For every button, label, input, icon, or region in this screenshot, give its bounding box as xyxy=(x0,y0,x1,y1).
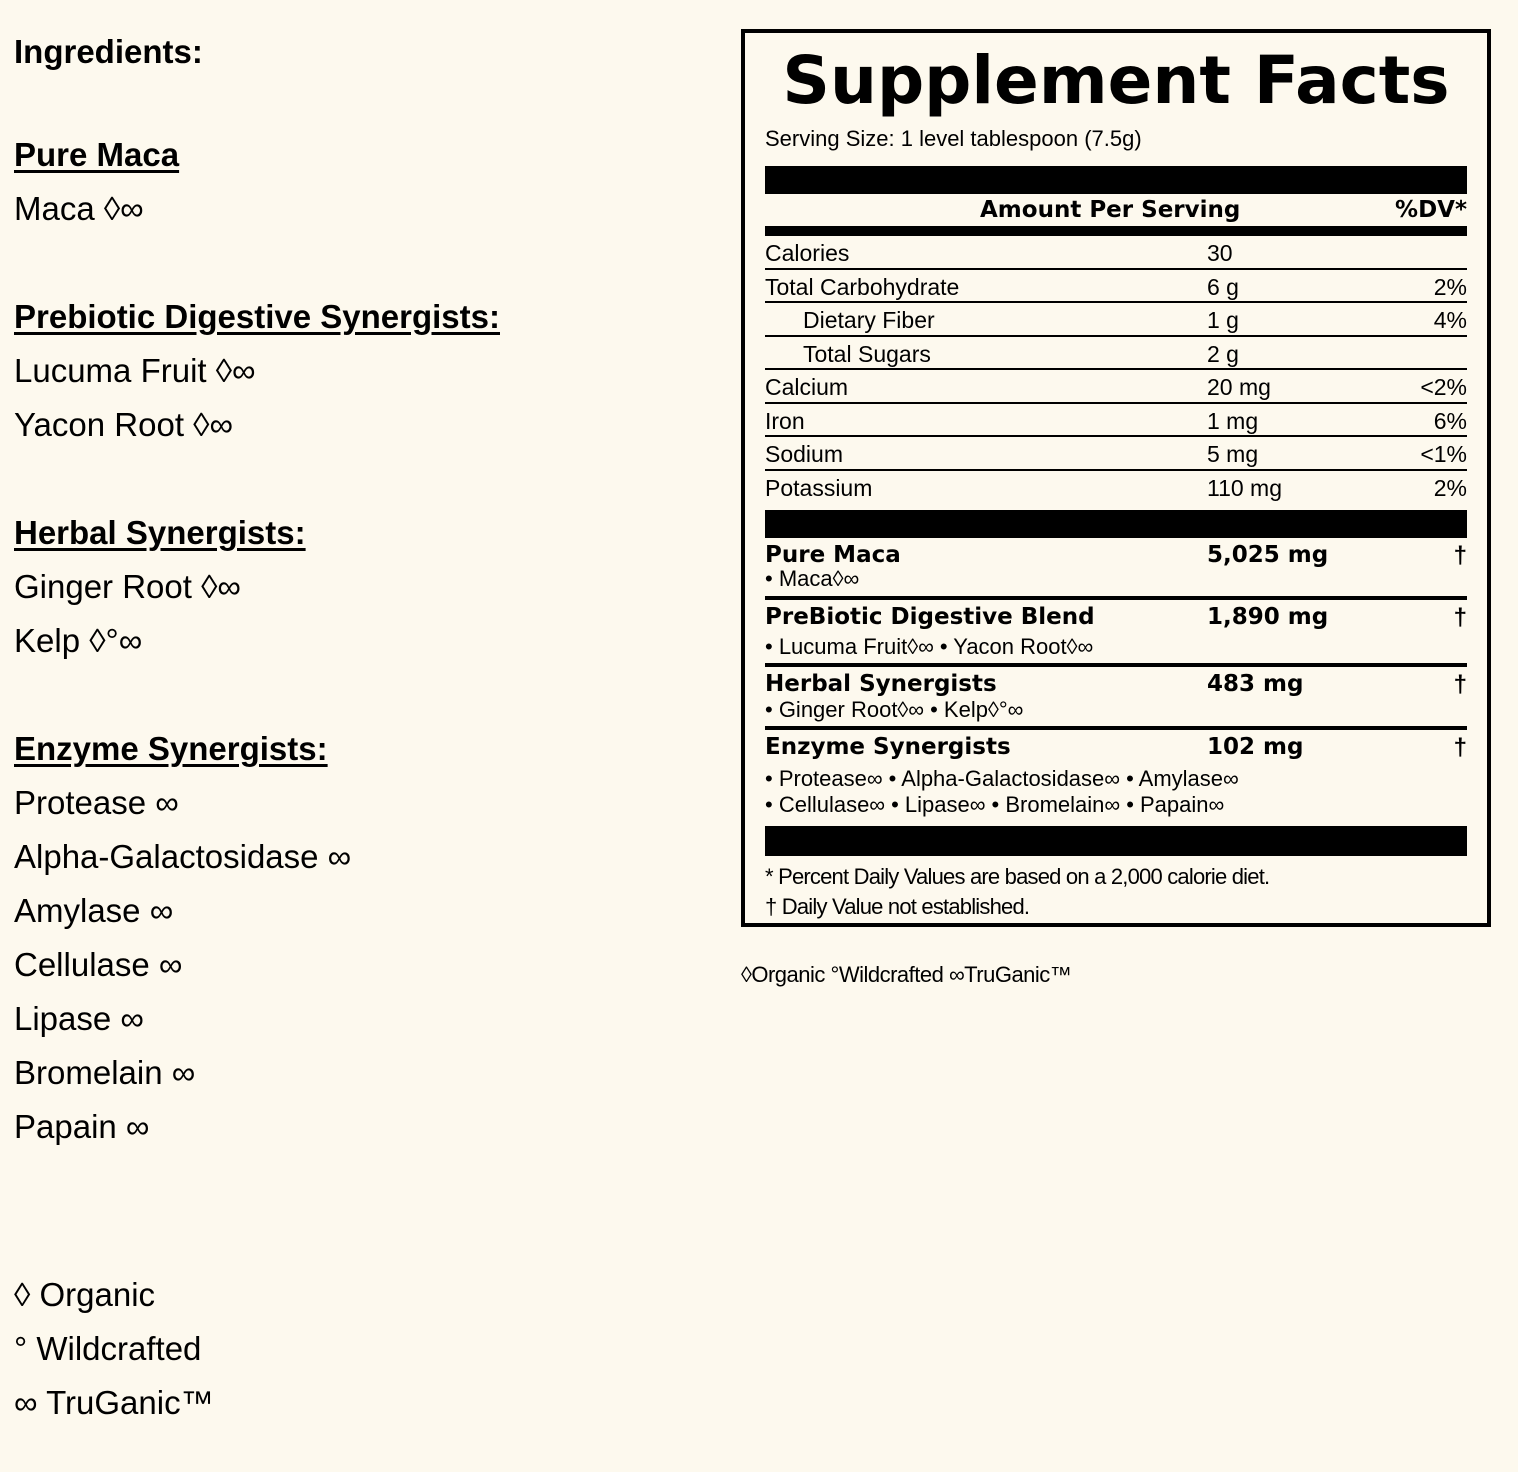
blend-amount: 102 mg xyxy=(1207,734,1304,760)
ingredient-item: Maca ◊∞ xyxy=(14,190,144,227)
blend-row xyxy=(765,667,1467,730)
nutrient-row xyxy=(765,437,1467,471)
nutrient-dv: 6% xyxy=(1433,407,1467,434)
ingredients-section xyxy=(14,30,714,1154)
nutrient-dv: <1% xyxy=(1420,441,1467,467)
group-title: Pure Maca xyxy=(14,136,180,173)
supplement-facts-title: Supplement Facts xyxy=(782,42,1450,119)
blend-ingredients: • Cellulase∞ • Lipase∞ • Bromelain∞ • Papain∞ xyxy=(765,792,1225,817)
nutrient-name: Total Sugars xyxy=(803,340,931,367)
ingredient-item: Yacon Root ◊∞ xyxy=(14,406,233,443)
nutrient-name: Dietary Fiber xyxy=(803,307,935,333)
ingredient-item: Ginger Root ◊∞ xyxy=(14,568,241,605)
nutrient-name: Calcium xyxy=(765,374,849,400)
thick-divider xyxy=(765,510,1467,538)
amount-header-row xyxy=(765,194,1467,226)
nutrient-dv: <2% xyxy=(1420,374,1467,400)
blend-dv: † xyxy=(1453,671,1467,698)
nutrient-row xyxy=(765,404,1467,438)
nutrient-name: Potassium xyxy=(765,474,873,501)
nutrient-row xyxy=(765,471,1467,505)
blend-amount: 5,025 mg xyxy=(1207,542,1329,568)
blend-name: Enzyme Synergists xyxy=(765,734,1011,760)
nutrient-name: Calories xyxy=(765,240,850,266)
blend-row xyxy=(765,730,1467,826)
nutrient-row xyxy=(765,270,1467,304)
thick-divider xyxy=(765,826,1467,856)
ingredient-item: Bromelain ∞ xyxy=(14,1054,196,1091)
nutrient-dv: 4% xyxy=(1433,307,1467,333)
nutrient-amount: 20 mg xyxy=(1207,374,1271,400)
ingredient-group-pure-maca xyxy=(14,128,714,236)
nutrient-amount: 110 mg xyxy=(1207,474,1283,501)
ingredient-item: Lucuma Fruit ◊∞ xyxy=(14,352,256,389)
ingredient-item: Kelp ◊°∞ xyxy=(14,622,143,659)
symbol-legend: ◊Organic °Wildcrafted ∞TruGanic™ xyxy=(741,962,1072,987)
blend-ingredients: • Lucuma Fruit◊∞ • Yacon Root◊∞ xyxy=(765,634,1094,659)
blend-name: PreBiotic Digestive Blend xyxy=(765,604,1095,630)
supplement-facts-content xyxy=(765,33,1467,923)
blend-ingredients: • Maca◊∞ xyxy=(765,566,860,591)
serving-size: Serving Size: 1 level tablespoon (7.5g) xyxy=(765,126,1142,151)
ingredient-item: Alpha-Galactosidase ∞ xyxy=(14,838,352,875)
nutrient-row xyxy=(765,303,1467,337)
footnote-dagger: † Daily Value not established. xyxy=(765,894,1030,919)
blend-amount: 1,890 mg xyxy=(1207,604,1329,630)
amount-per-serving-label: Amount Per Serving xyxy=(980,197,1241,223)
ingredient-item: Papain ∞ xyxy=(14,1108,150,1145)
nutrient-name: Sodium xyxy=(765,441,843,467)
nutrient-amount: 30 xyxy=(1207,240,1233,266)
legend-organic: ◊ Organic xyxy=(14,1276,156,1313)
ingredient-item: Protease ∞ xyxy=(14,784,179,821)
dv-header: %DV* xyxy=(1395,197,1467,223)
blend-row xyxy=(765,600,1467,667)
supplement-facts-panel xyxy=(741,29,1491,927)
blend-name: Pure Maca xyxy=(765,542,901,568)
nutrient-row xyxy=(765,236,1467,270)
nutrient-row xyxy=(765,370,1467,404)
group-title: Herbal Synergists: xyxy=(14,514,306,551)
medium-divider xyxy=(765,226,1467,236)
ingredients-legend xyxy=(14,1268,214,1430)
blend-dv: † xyxy=(1453,604,1467,631)
nutrient-name: Total Carbohydrate xyxy=(765,273,960,300)
ingredients-title: Ingredients: xyxy=(14,33,203,70)
legend-wildcrafted: ° Wildcrafted xyxy=(14,1330,202,1367)
nutrient-amount: 1 g xyxy=(1207,307,1239,333)
blend-ingredients: • Ginger Root◊∞ • Kelp◊°∞ xyxy=(765,697,1024,722)
ingredient-group-enzyme xyxy=(14,722,714,1154)
thick-divider xyxy=(765,166,1467,194)
ingredient-item: Cellulase ∞ xyxy=(14,946,183,983)
blend-row xyxy=(765,538,1467,600)
blend-dv: † xyxy=(1453,734,1467,761)
footnote-dv: * Percent Daily Values are based on a 2,000 calorie diet. xyxy=(765,864,1270,889)
ingredient-item: Lipase ∞ xyxy=(14,1000,144,1037)
nutrient-amount: 5 mg xyxy=(1207,441,1259,467)
nutrient-amount: 6 g xyxy=(1207,273,1239,300)
ingredient-item: Amylase ∞ xyxy=(14,892,174,929)
legend-truganic: ∞ TruGanic™ xyxy=(14,1384,214,1421)
blend-dv: † xyxy=(1453,542,1467,569)
nutrient-row xyxy=(765,337,1467,371)
ingredient-group-herbal xyxy=(14,506,714,668)
nutrient-dv: 2% xyxy=(1433,474,1467,501)
nutrient-amount: 1 mg xyxy=(1207,407,1259,434)
blend-amount: 483 mg xyxy=(1207,671,1304,697)
group-title: Enzyme Synergists: xyxy=(14,730,328,767)
nutrient-name: Iron xyxy=(765,407,805,434)
ingredient-group-prebiotic xyxy=(14,290,714,452)
blend-name: Herbal Synergists xyxy=(765,671,997,697)
nutrient-amount: 2 g xyxy=(1207,340,1239,367)
nutrient-dv: 2% xyxy=(1433,273,1467,300)
group-title: Prebiotic Digestive Synergists: xyxy=(14,298,500,335)
blend-ingredients: • Protease∞ • Alpha-Galactosidase∞ • Amylase∞ xyxy=(765,766,1239,791)
